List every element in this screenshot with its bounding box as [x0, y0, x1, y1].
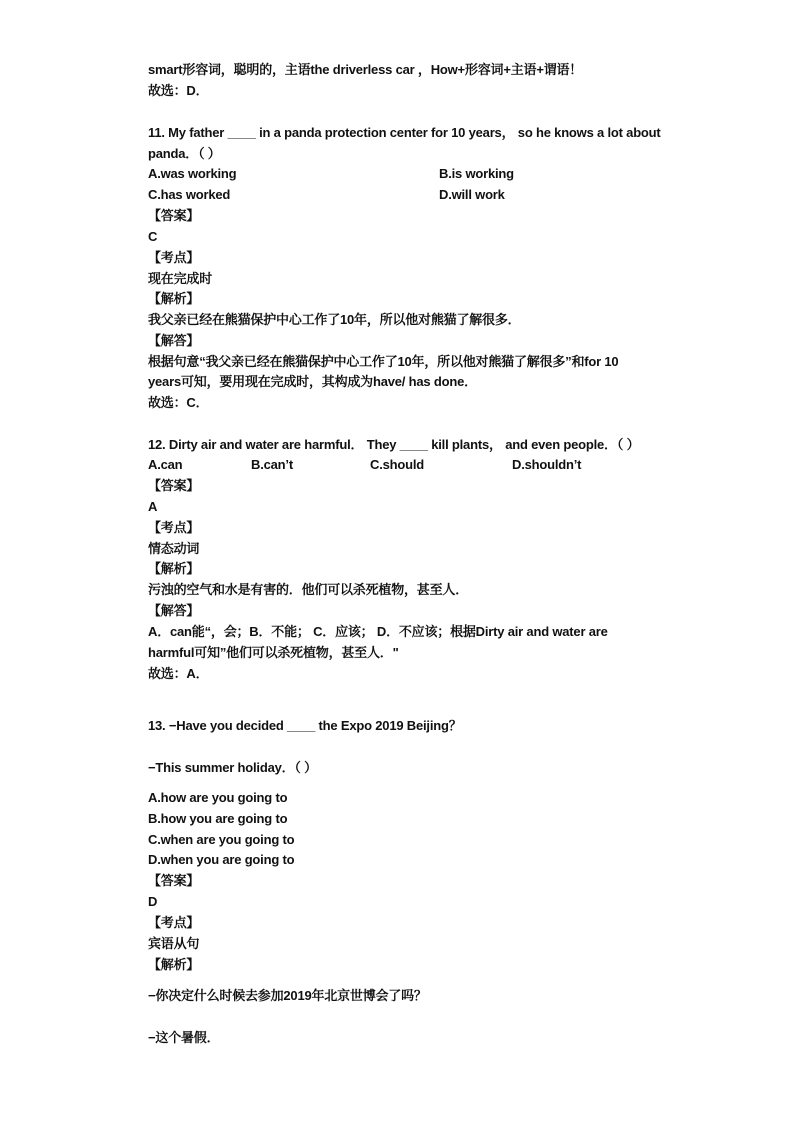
text-line: −你决定什么时候去参加2019年北京世博会了吗？ — [148, 988, 427, 1003]
text-line: 故选：A． — [148, 666, 209, 681]
text-line: C.should — [370, 457, 425, 472]
text-line: 【答案】 — [148, 478, 200, 493]
text-line: 【答案】 — [148, 873, 200, 888]
text-line: 现在完成时 — [148, 271, 213, 286]
text-line: D.shouldn’t — [512, 457, 582, 472]
text-line: −This summer holiday．（ ） — [148, 760, 317, 775]
text-line: 13. −Have you decided ____ the Expo 2019 Beijing？ — [148, 718, 462, 733]
text-line: B.how you are going to — [148, 811, 288, 826]
text-line: 故选：D． — [148, 83, 209, 98]
text-line: C — [148, 229, 158, 244]
text-line: 根据句意“我父亲已经在熊猫保护中心工作了10年，所以他对熊猫了解很多”和for 10 — [148, 354, 619, 369]
text-line: 【解析】 — [148, 561, 200, 576]
text-line: 故选：C． — [148, 395, 209, 410]
text-line: panda．（ ） — [148, 146, 221, 161]
text-line: D.when you are going to — [148, 852, 295, 867]
text-line: A.can — [148, 457, 183, 472]
text-line: 【考点】 — [148, 250, 200, 265]
text-line: 11. My father ____ in a panda protection center for 10 years， so he knows a lot about — [148, 125, 661, 140]
text-line: C.has worked — [148, 187, 231, 202]
text-line: 【考点】 — [148, 520, 200, 535]
text-line: smart形容词，聪明的，主语the driverless car ，How+形容词+主语+谓语！ — [148, 62, 583, 77]
text-line: 【解答】 — [148, 603, 200, 618]
text-line: −这个暑假． — [148, 1030, 220, 1045]
text-line: 宾语从句 — [148, 936, 200, 951]
text-line: 12. Dirty air and water are harmful． They ____ kill plants， and even people．（ ） — [148, 437, 640, 452]
text-line: A．can能“，会；B．不能； C．应该； D．不应该；根据Dirty air and water are — [148, 624, 608, 639]
text-line: A.how are you going to — [148, 790, 288, 805]
text-line: 污浊的空气和水是有害的．他们可以杀死植物，甚至人． — [148, 582, 469, 597]
text-line: A.was working — [148, 166, 237, 181]
text-line: 【答案】 — [148, 208, 200, 223]
text-line: D.will work — [439, 187, 505, 202]
text-line: A — [148, 499, 158, 514]
text-line: 【解答】 — [148, 333, 200, 348]
text-line: 我父亲已经在熊猫保护中心工作了10年，所以他对熊猫了解很多． — [148, 312, 521, 327]
text-line: D — [148, 894, 158, 909]
text-line: years可知，要用现在完成时，其构成为have/ has done． — [148, 374, 477, 389]
text-line: 【解析】 — [148, 957, 200, 972]
text-line: B.can’t — [251, 457, 293, 472]
text-line: 【考点】 — [148, 915, 200, 930]
text-line: 【解析】 — [148, 291, 200, 306]
text-line: B.is working — [439, 166, 514, 181]
text-line: harmful可知”他们可以杀死植物，甚至人．" — [148, 645, 399, 660]
text-line: C.when are you going to — [148, 832, 295, 847]
text-line: 情态动词 — [148, 541, 200, 556]
